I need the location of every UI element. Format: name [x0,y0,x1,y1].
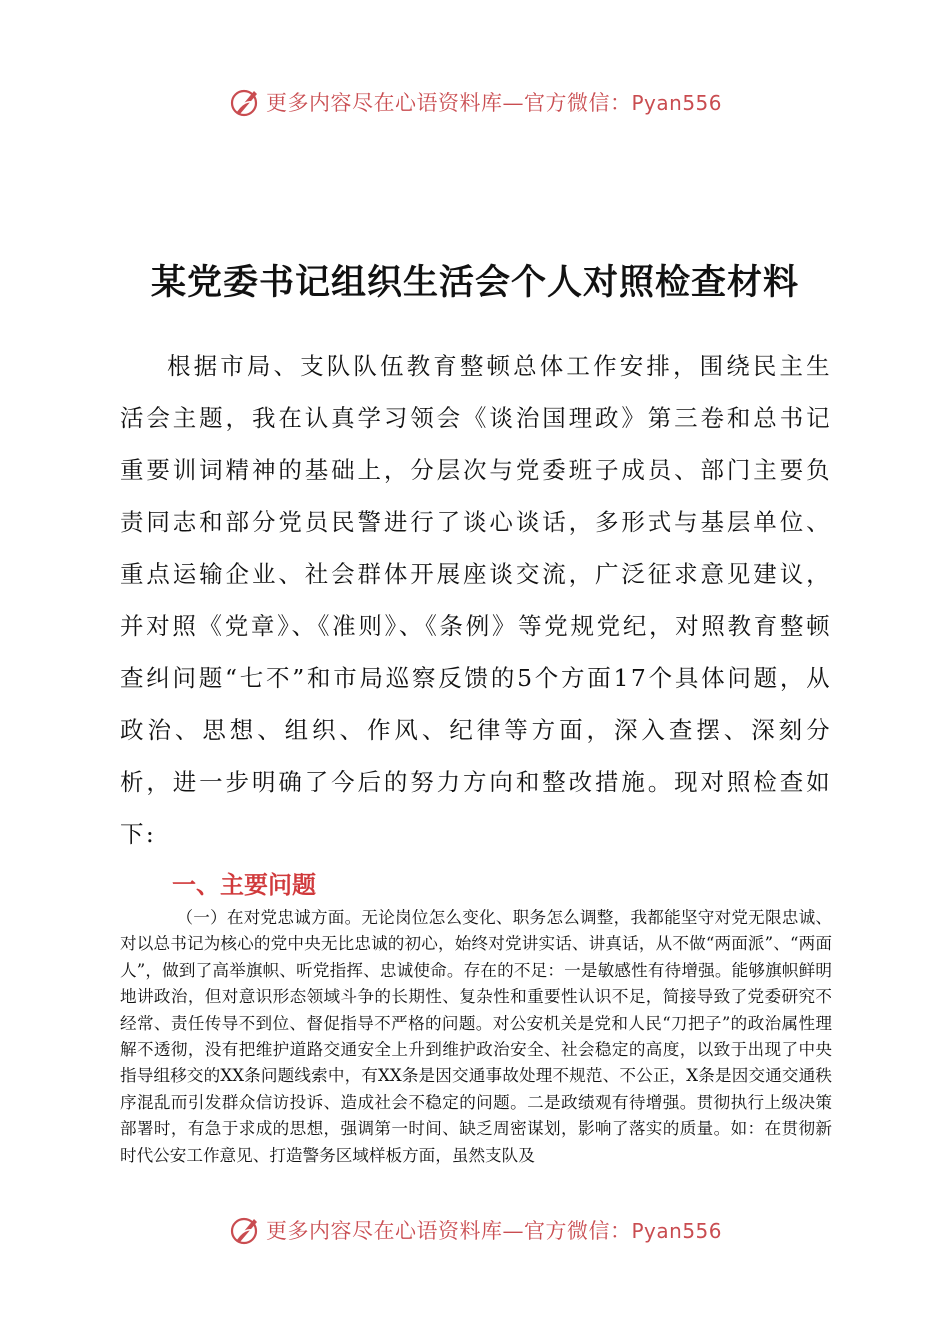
watermark-banner-top [0,82,950,122]
wechat-id: Pyan556 [631,1219,722,1243]
watermark-text: 更多内容尽在心语资料库—官方微信：Pyan556 [265,1219,722,1243]
watermark-banner-bottom [0,1210,950,1250]
intro-text: 根据市局、支队队伍教育整顿总体工作安排，围绕民主生活会主题，我在认真学习领会《谈治国理政》第三卷和总书记重要训词精神的基础上，分层次与党委班子成员、部门主要负责同志和部分党员民警进行了谈心谈话，多形式与基层单位、重点运输企业、社会群体开展座谈交流，广泛征求意见建议，并对照《党章》、《准则》、《条例》等党规党纪，对照教育整顿查纠问题“七不”和市局巡察反馈的5个方面17个具体问题，从政治、思想、组织、作风、纪律等方面，深入查摆、深刻分析，进一步明确了今后的努力方向和整改措施。现对照检查如下: [120,352,832,848]
watermark-text: 更多内容尽在心语资料库—官方微信：Pyan556 [265,91,722,115]
quill-logo-icon [228,1213,262,1247]
intro-paragraph [120,340,832,860]
section-body [120,905,832,1169]
document-title: 某党委书记组织生活会个人对照检查材料 [150,262,799,303]
section-body-text: （一）在对党忠诚方面。无论岗位怎么变化、职务怎么调整，我都能坚守对党无限忠诚、对以总书记为核心的党中央无比忠诚的初心，始终对党讲实话、讲真话，从不做“两面派”、“两面人”，做到了高举旗帜、听党指挥、忠诚使命。存在的不足：一是敏感性有待增强。能够旗帜鲜明地讲政治，但对意识形态领域斗争的长期性、复杂性和重要性认识不足，简接导致了党委研究不经常、责任传导不到位、督促指导不严格的问题。对公安机关是党和人民“刀把子”的政治属性理解不透彻，没有把维护道路交通安全上升到维护政治安全、社会稳定的高度，以致于出现了中央指导组移交的XX条问题线索中，有XX条是因交通事故处理不规范、不公正，X条是因交通交通秩序混乱而引发群众信访投诉、造成社会不稳定的问题。二是政绩观有待增强。贯彻执行上级决策部署时，有急于求成的思想，强调第一时间、缺乏周密谋划，影响了落实的质量。如：在贯彻新时代公安工作意见、打造警务区域样板方面，虽然支队及 [120,908,832,1165]
section-heading: 一、主要问题 [172,871,316,899]
wechat-id: Pyan556 [631,91,722,115]
quill-logo-icon [228,85,262,119]
